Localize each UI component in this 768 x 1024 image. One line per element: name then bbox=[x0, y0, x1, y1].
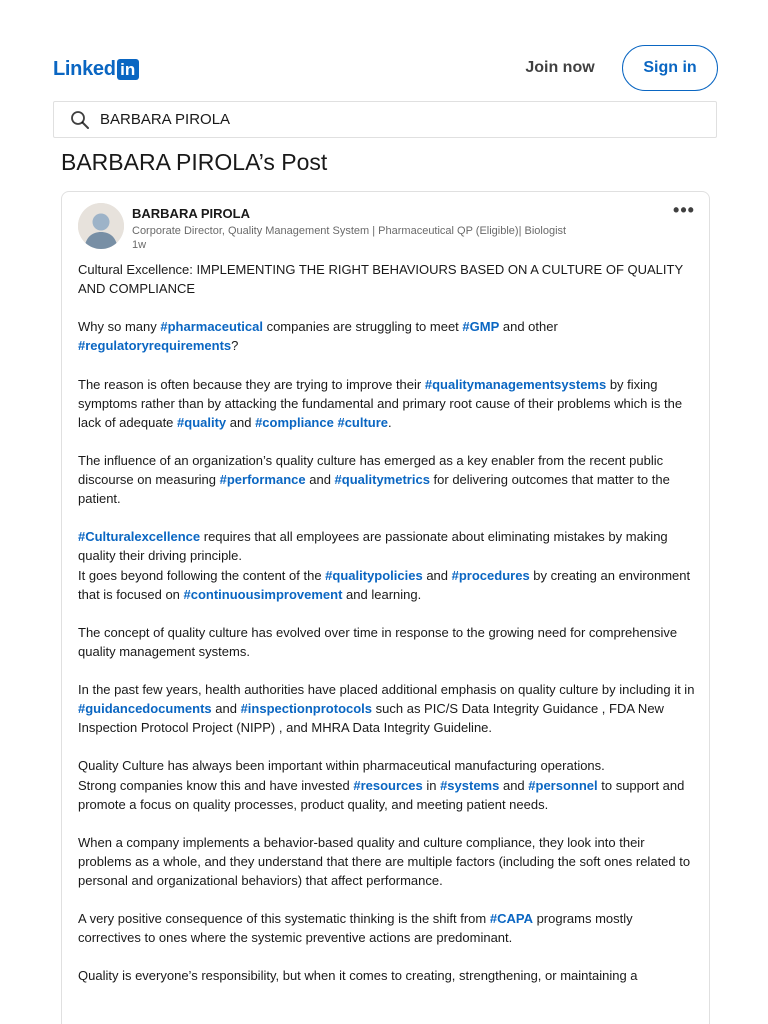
post-text: When a company implements a behavior-based quality and culture compliance, they look into their problems as a whole, and they understand that there are multiple factors (including the soft ones related to personal and organizational behaviors) that affect performance. bbox=[78, 834, 691, 888]
post-text: A very positive consequence of this systematic thinking is the shift from bbox=[78, 911, 490, 927]
post-text: ? bbox=[231, 338, 239, 354]
post-paragraph bbox=[78, 623, 696, 661]
post-paragraph bbox=[78, 527, 696, 603]
avatar[interactable] bbox=[78, 203, 124, 249]
post-text: and bbox=[499, 777, 529, 793]
hashtag-link[interactable]: #performance bbox=[219, 472, 306, 488]
post-text: by fixing symptoms rather than by attacking the fundamental and primary root cause of their problems which is the lack of adequate bbox=[78, 376, 683, 430]
search-input[interactable] bbox=[100, 111, 716, 128]
post-text: In the past few years, health authorities have placed additional emphasis on quality culture by including it in bbox=[78, 682, 695, 698]
post-timestamp: 1w bbox=[132, 239, 147, 251]
post-paragraph bbox=[78, 680, 696, 737]
search-bar[interactable] bbox=[53, 101, 717, 138]
post-text: to support and promote a focus on quality processes, product quality, and meeting patient needs. bbox=[78, 777, 685, 812]
hashtag-link[interactable]: #culture bbox=[337, 414, 389, 430]
join-now-button[interactable]: Join now bbox=[512, 48, 608, 88]
page-title: BARBARA PIROLA’s Post bbox=[61, 149, 328, 175]
author-headline: Corporate Director, Quality Management System | Pharmaceutical QP (Eligible)| Biologist bbox=[132, 225, 567, 237]
post-text: for delivering outcomes that matter to the patient. bbox=[78, 472, 670, 507]
hashtag-link[interactable]: #pharmaceutical bbox=[160, 319, 263, 335]
post-paragraph bbox=[78, 966, 696, 985]
post-text: programs mostly correctives to ones where the systemic preventive actions are predominant. bbox=[78, 911, 633, 946]
post-text: Cultural Excellence: IMPLEMENTING THE RIGHT BEHAVIOURS BASED ON A CULTURE OF QUALITY AND COMPLIANCE bbox=[78, 262, 683, 297]
post-text: and bbox=[226, 414, 256, 430]
post-paragraph bbox=[78, 260, 696, 298]
hashtag-link[interactable]: #CAPA bbox=[489, 911, 533, 927]
more-options-button[interactable]: ••• bbox=[670, 200, 698, 220]
hashtag-link[interactable]: #resources bbox=[353, 777, 423, 793]
hashtag-link[interactable]: #regulatoryrequirements bbox=[78, 338, 232, 354]
post-text: by creating an environment that is focused on bbox=[78, 567, 691, 602]
post-text: Quality Culture has always been important within pharmaceutical manufacturing operations. bbox=[78, 758, 605, 774]
post-text: and bbox=[422, 567, 452, 583]
post-text: . bbox=[388, 414, 392, 430]
hashtag-link[interactable]: #GMP bbox=[462, 319, 500, 335]
post-paragraph bbox=[78, 375, 696, 432]
post-text: and bbox=[211, 701, 241, 717]
hashtag-link[interactable]: #personnel bbox=[528, 777, 598, 793]
post-text: Strong companies know this and have invested bbox=[78, 777, 354, 793]
hashtag-link[interactable]: #quality bbox=[177, 414, 227, 430]
post-text: The influence of an organization’s quality culture has emerged as a key enabler from the recent public discourse on measuring bbox=[78, 452, 664, 488]
post-text: The concept of quality culture has evolved over time in response to the growing need for comprehensive quality management systems. bbox=[78, 624, 678, 659]
post-text: companies are struggling to meet bbox=[262, 319, 463, 335]
hashtag-link[interactable]: #inspectionprotocols bbox=[240, 701, 373, 717]
post-text: and bbox=[305, 472, 335, 488]
post-card bbox=[61, 191, 710, 1024]
post-text: and other bbox=[499, 319, 558, 335]
post-text: The reason is often because they are trying to improve their bbox=[78, 376, 425, 392]
hashtag-link[interactable]: #qualitymanagementsystems bbox=[424, 376, 607, 392]
post-text: such as PIC/S Data Integrity Guidance , FDA New Inspection Protocol Project (NIPP) , and MHRA Data Integrity Guideline. bbox=[78, 701, 664, 736]
post-text: Quality is everyone’s responsibility, but when it comes to creating, strengthening, or maintaining a bbox=[78, 968, 638, 984]
search-icon bbox=[70, 110, 90, 130]
hashtag-link[interactable]: #qualitypolicies bbox=[325, 567, 423, 583]
post-paragraph bbox=[78, 909, 696, 947]
post-text: requires that all employees are passionate about eliminating mistakes by making quality their driving principle. bbox=[78, 529, 668, 564]
hashtag-link[interactable]: #procedures bbox=[451, 567, 530, 583]
author-name[interactable]: BARBARA PIROLA bbox=[132, 206, 250, 221]
hashtag-link[interactable]: #continuousimprovement bbox=[183, 586, 343, 602]
post-text: It goes beyond following the content of the bbox=[78, 567, 326, 583]
hashtag-link[interactable]: #guidancedocuments bbox=[78, 701, 212, 717]
hashtag-link[interactable]: #Culturalexcellence bbox=[78, 529, 201, 545]
post-paragraph bbox=[78, 756, 696, 813]
post-paragraph bbox=[78, 451, 696, 508]
post-paragraph bbox=[78, 833, 696, 890]
linkedin-logo[interactable]: Linked in bbox=[53, 57, 139, 81]
post-text: and learning. bbox=[342, 586, 422, 602]
post-text: Why so many bbox=[78, 319, 161, 335]
top-nav bbox=[0, 0, 768, 100]
hashtag-link[interactable]: #compliance bbox=[255, 414, 334, 430]
hashtag-link[interactable]: #systems bbox=[440, 777, 500, 793]
post-text: in bbox=[422, 777, 441, 793]
post-body bbox=[78, 260, 696, 1005]
post-paragraph bbox=[78, 317, 696, 355]
hashtag-link[interactable]: #qualitymetrics bbox=[334, 472, 430, 488]
sign-in-button[interactable]: Sign in bbox=[622, 45, 718, 91]
